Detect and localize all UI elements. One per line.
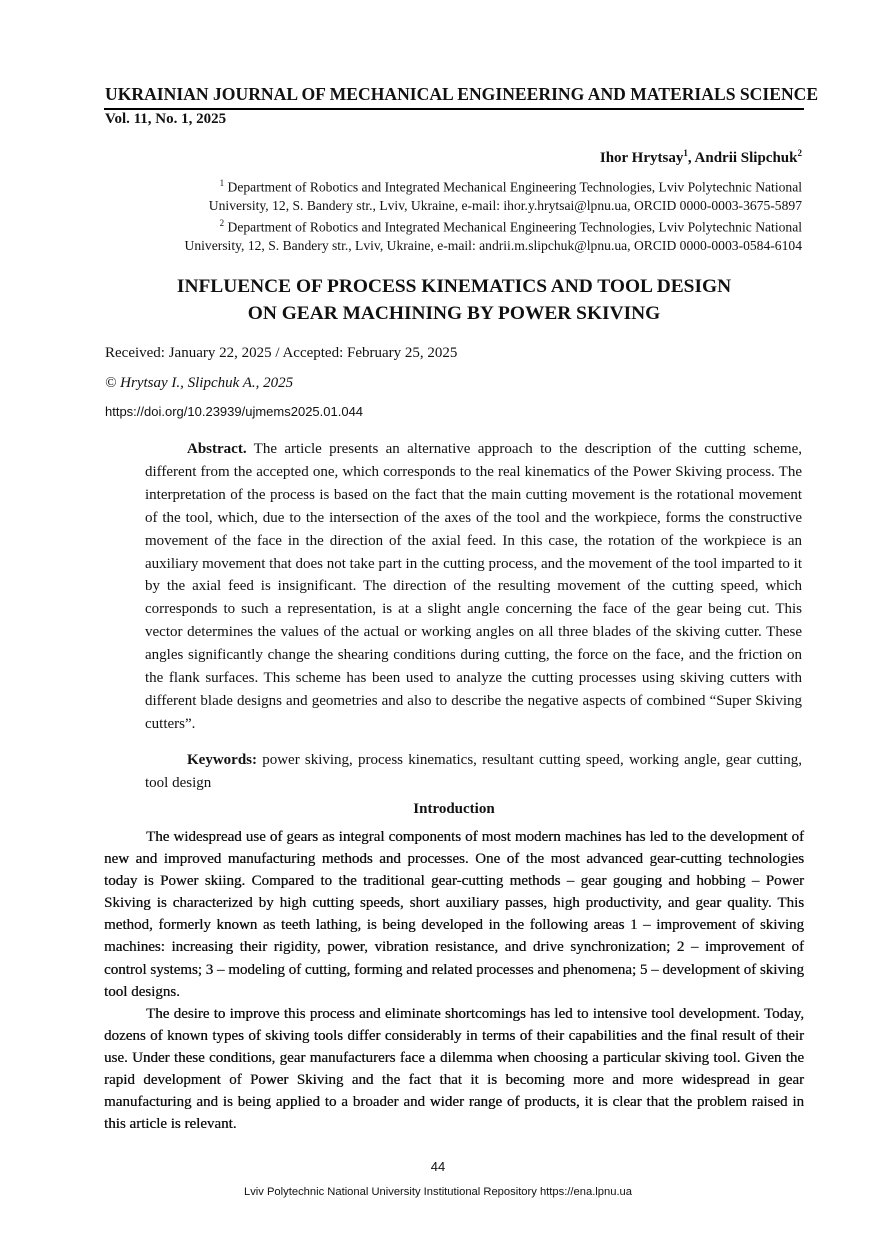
affiliation-1-mark: 1: [219, 178, 225, 188]
section-heading-introduction: Introduction: [413, 801, 495, 817]
abstract-label: Abstract.: [187, 441, 247, 457]
page-number: 44: [430, 1159, 446, 1174]
doi-id: 10.23939/ujmems2025.01.044: [187, 404, 364, 419]
doi-link[interactable]: [105, 404, 363, 419]
affiliation-2-mark: 2: [219, 218, 225, 228]
author-separator: ,: [687, 150, 695, 166]
affiliation-2-line-2: University, 12, S. Bandery str., Lviv, Ukraine, e-mail: andrii.m.slipchuk@lpnu.ua, ORCID 0000-0003-0584-6104: [184, 238, 802, 253]
paper-title: [104, 273, 804, 327]
abstract: [145, 438, 802, 736]
keywords-label: Keywords:: [187, 752, 257, 768]
author-1-affiliation-mark: 1: [683, 148, 688, 158]
abstract-text: The article presents an alternative approach to the description of the cutting scheme, different from the accepted one, which corresponds to the real kinematics of the Power Skiving process. The interpretation of the process is based on the fact that the main cutting movement is the rotational movement of the tool, which, due to the intersection of the axes of the tool and the workpiece, forms the constructive movement of the face in the direction of the axial feed. In this case, the rotation of the workpiece is an auxiliary movement that does not take part in the cutting process, and the movement of the tool imparted to it by the axial feed is insignificant. The direction of the resulting movement of the cutting speed, which corresponds to such a representation, is at a slight angle concerning the face of the gear being cut. This vector determines the values of the actual or working angles on all three blades of the skiving cutter. These angles significantly change the shearing conditions during cutting, the force on the face, and the friction on the flank surfaces. This scheme has been used to analyze the cutting processes using skiving cutters with different blade designs and geometries and also to describe the negative aspects of combined “Super Skiving cutters”.: [145, 441, 802, 732]
affiliation-2-line-1: [102, 218, 802, 236]
header-rule: [104, 108, 804, 110]
affiliation-1-line-2: University, 12, S. Bandery str., Lviv, Ukraine, e-mail: ihor.y.hrytsai@lpnu.ua, ORCID 0000-0003-3675-5897: [208, 198, 802, 213]
intro-paragraph-1: The widespread use of gears as integral components of most modern machines has led to the development of new and improved manufacturing methods and processes. One of the most advanced gear-cutting technologies today is Power skiing. Compared to the traditional gear-cutting methods – gear gouging and hobbing – Power Skiving is characterized by high cutting speeds, short auxiliary passes, high productivity, and gear quality. This method, formerly known as teeth lathing, is being developed in the following areas 1 – improvement of skiving machines: increasing their rigidity, power, vibration resistance, and drive synchronization; 2 – improvement of control systems; 3 – modeling of cutting, forming and related processes and phenomena; 5 – development of skiving tool designs.: [104, 829, 804, 1000]
journal-name: UKRAINIAN JOURNAL OF MECHANICAL ENGINEERING AND MATERIALS SCIENCE: [105, 84, 819, 104]
intro-paragraph-2: The desire to improve this process and eliminate shortcomings has led to intensive tool development. Today, dozens of known types of skiving tools differ considerably in terms of their capabilities and the final result of their use. Under these conditions, gear manufacturers face a dilemma when choosing a particular skiving tool. Given the rapid development of Power Skiving and the fact that it is becoming more and more widespread in gear manufacturing and is being applied to a broader and wider range of products, it is clear that the problem raised in this article is relevant.: [104, 1006, 804, 1133]
doi-prefix: https://doi.org/: [105, 404, 188, 419]
repository-footer: Lviv Polytechnic National University Institutional Repository https://ena.lpnu.ua: [243, 1186, 633, 1198]
volume-issue: Vol. 11, No. 1, 2025: [105, 111, 227, 127]
keywords-text: power skiving, process kinematics, resultant cutting speed, working angle, gear cutting, tool design: [145, 752, 802, 791]
paper-title-line-2: ON GEAR MACHINING BY POWER SKIVING: [247, 303, 661, 324]
author-1: Ihor Hrytsay: [599, 150, 684, 166]
affiliation-2-text: Department of Robotics and Integrated Mechanical Engineering Technologies, Lviv Polytechnic National: [227, 219, 802, 235]
paper-title-line-1: INFLUENCE OF PROCESS KINEMATICS AND TOOL DESIGN: [176, 276, 732, 297]
authors: [600, 148, 802, 167]
received-accepted-dates: Received: January 22, 2025 / Accepted: February 25, 2025: [105, 345, 458, 361]
author-2: Andrii Slipchuk: [694, 150, 798, 166]
author-2-affiliation-mark: 2: [797, 148, 802, 158]
keywords: [145, 749, 802, 795]
affiliation-1-text: Department of Robotics and Integrated Mechanical Engineering Technologies, Lviv Polytechnic National: [227, 179, 802, 195]
copyright: © Hrytsay I., Slipchuk A., 2025: [105, 375, 294, 391]
affiliation-1-line-1: [102, 178, 802, 196]
